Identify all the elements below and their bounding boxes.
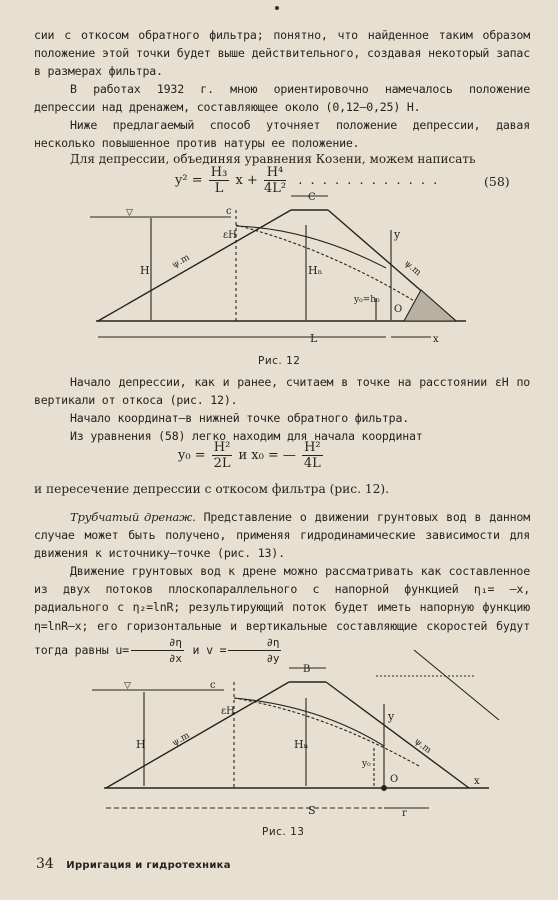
fig13-label-h-left: H [136, 738, 146, 751]
eq58-f2-denominator: 4L² [263, 181, 287, 196]
fig13-label-water: ▽ [124, 681, 131, 691]
fig13-label-origin: O [390, 774, 399, 785]
fig12-label-h-center: Hₙ [308, 264, 323, 277]
eq-y0-denominator: 2L [213, 456, 231, 471]
du-denominator: ∂x [168, 651, 182, 665]
fig13-label-x: x [474, 776, 480, 787]
paragraph-8: и пересечение депрессии с откосом фильтра (рис. 12). [34, 482, 389, 496]
fig12-filter-body [404, 290, 456, 321]
fig13-phreatic-line [234, 698, 384, 746]
figure-13 [84, 648, 504, 824]
paragraph-1: сии с откосом обратного фильтра; понятно, что найденное таким образом положение этой точки будет выше действительного, создавая некоторый запас в размерах фильтра. [34, 28, 530, 79]
fig13-label-length: S [308, 804, 316, 817]
fig12-label-seepage-right: ψ.m [402, 258, 423, 279]
fig13-label-seepage-left: ψ.m [170, 730, 192, 749]
dv-numerator: ∂η [228, 635, 281, 651]
fig13-label-top: B [303, 664, 311, 675]
fig13-label-y0: y₀ [362, 759, 371, 769]
eq58-dots: . . . . . . . . . . . . [298, 173, 440, 188]
fig12-label-y: y [394, 228, 401, 241]
fig13-depression-curve [234, 698, 419, 766]
equation-y0-x0 [178, 440, 325, 471]
paragraph-3: Ниже предлагаемый способ уточняет положение депрессии, давая несколько повышенное против натуры ее положение. [34, 118, 530, 151]
fig12-label-epsilon-h: εH [223, 230, 237, 241]
eq58-mid: x + [235, 173, 258, 188]
paragraph-4: Для депрессии, объединяя уравнения Козени, можем написать [70, 152, 476, 166]
paragraph-10-text: Движение грунтовых вод к дрене можно рассматривать как составленное из двух потоков плоскопараллельного с напорной функцией η₁= —x, радиального с η₂=lnR; результирующий поток будет иметь напорную функцию η=lnR—x; его горизонтальные и вертикальные составляющие скоростей будут тогда равны u= [34, 564, 530, 657]
fig12-label-top: C [308, 192, 316, 203]
eq58-lhs: y² = [175, 173, 203, 188]
eq58-f2-numerator: H⁴ [264, 165, 286, 181]
fig13-upstream-slope [106, 682, 289, 788]
figure-12-caption: Рис. 12 [258, 355, 301, 367]
du-numerator: ∂η [131, 635, 184, 651]
page-number: 34 [36, 856, 54, 872]
journal-name: Ирригация и гидротехника [66, 860, 231, 871]
fig12-phreatic-line [236, 226, 386, 268]
fig13-label-r: r [402, 808, 407, 819]
dv-denominator: ∂y [266, 651, 280, 665]
fig13-label-h-center: Hₙ [294, 738, 309, 751]
paragraph-9 [34, 508, 530, 563]
paragraph-7: Из уравнения (58) легко находим для начала координат [70, 429, 423, 443]
paragraph-6: Начало координат—в нижней точке обратного фильтра. [70, 411, 410, 425]
equation-58-number: (58) [484, 174, 510, 189]
eq-y0-fraction [212, 440, 233, 471]
paragraph-2: В работах 1932 г. мною ориентировочно намечалось положение депрессии над дренажем, составляющее около (0,12—0,25) H. [34, 82, 530, 115]
figure-12 [86, 190, 476, 350]
fig13-drain-pipe [382, 786, 387, 791]
fig13-label-epsilon-h: εH [221, 706, 235, 717]
eq-y0-numerator: H² [213, 440, 231, 455]
fig13-label-crest: c [210, 680, 216, 691]
fig12-label-y0: y₀=h₀ [354, 295, 380, 305]
fig12-label-h-left: H [140, 264, 150, 277]
paragraph-5: Начало депрессии, как и ранее, считаем в точке на расстоянии εH по вертикали от откоса (рис. 12). [34, 375, 530, 408]
fig12-upstream-slope [98, 210, 291, 321]
fig13-label-seepage-right: ψ.m [412, 736, 433, 756]
fig13-diagonal [414, 650, 499, 720]
drainage-heading: Трубчатый дренаж. [70, 510, 196, 524]
eq58-f1-numerator: H₃ [210, 165, 228, 180]
eq-x0-lhs: и x₀ = — [238, 448, 296, 463]
fig13-label-y: y [388, 710, 395, 723]
eq-y0-lhs: y₀ = [178, 448, 206, 463]
paragraph-9-text: Представление о движении грунтовых вод в данном случае может быть получено, применяя гидродинамические зависимости для движения к источнику—точке (рис. 13). [34, 510, 530, 561]
fig12-label-crest: c [226, 206, 232, 217]
eq-x0-fraction [302, 440, 323, 471]
eq58-f1-denominator: L [214, 181, 224, 196]
fig12-label-water: ▽ [126, 208, 133, 218]
fig12-label-x: x [433, 334, 439, 345]
figure-13-caption: Рис. 13 [262, 826, 305, 838]
fig12-label-length: L [310, 332, 318, 345]
print-speck [275, 6, 279, 10]
page-footer [36, 856, 231, 872]
fig12-label-origin: O [394, 304, 403, 315]
fig13-downstream-slope [326, 682, 469, 788]
eq-x0-numerator: H² [304, 440, 321, 455]
fig12-label-seepage-left: ψ.m [170, 252, 192, 271]
paragraph-10-and: и v = [185, 642, 227, 657]
eq-x0-denominator: 4L [303, 456, 321, 471]
